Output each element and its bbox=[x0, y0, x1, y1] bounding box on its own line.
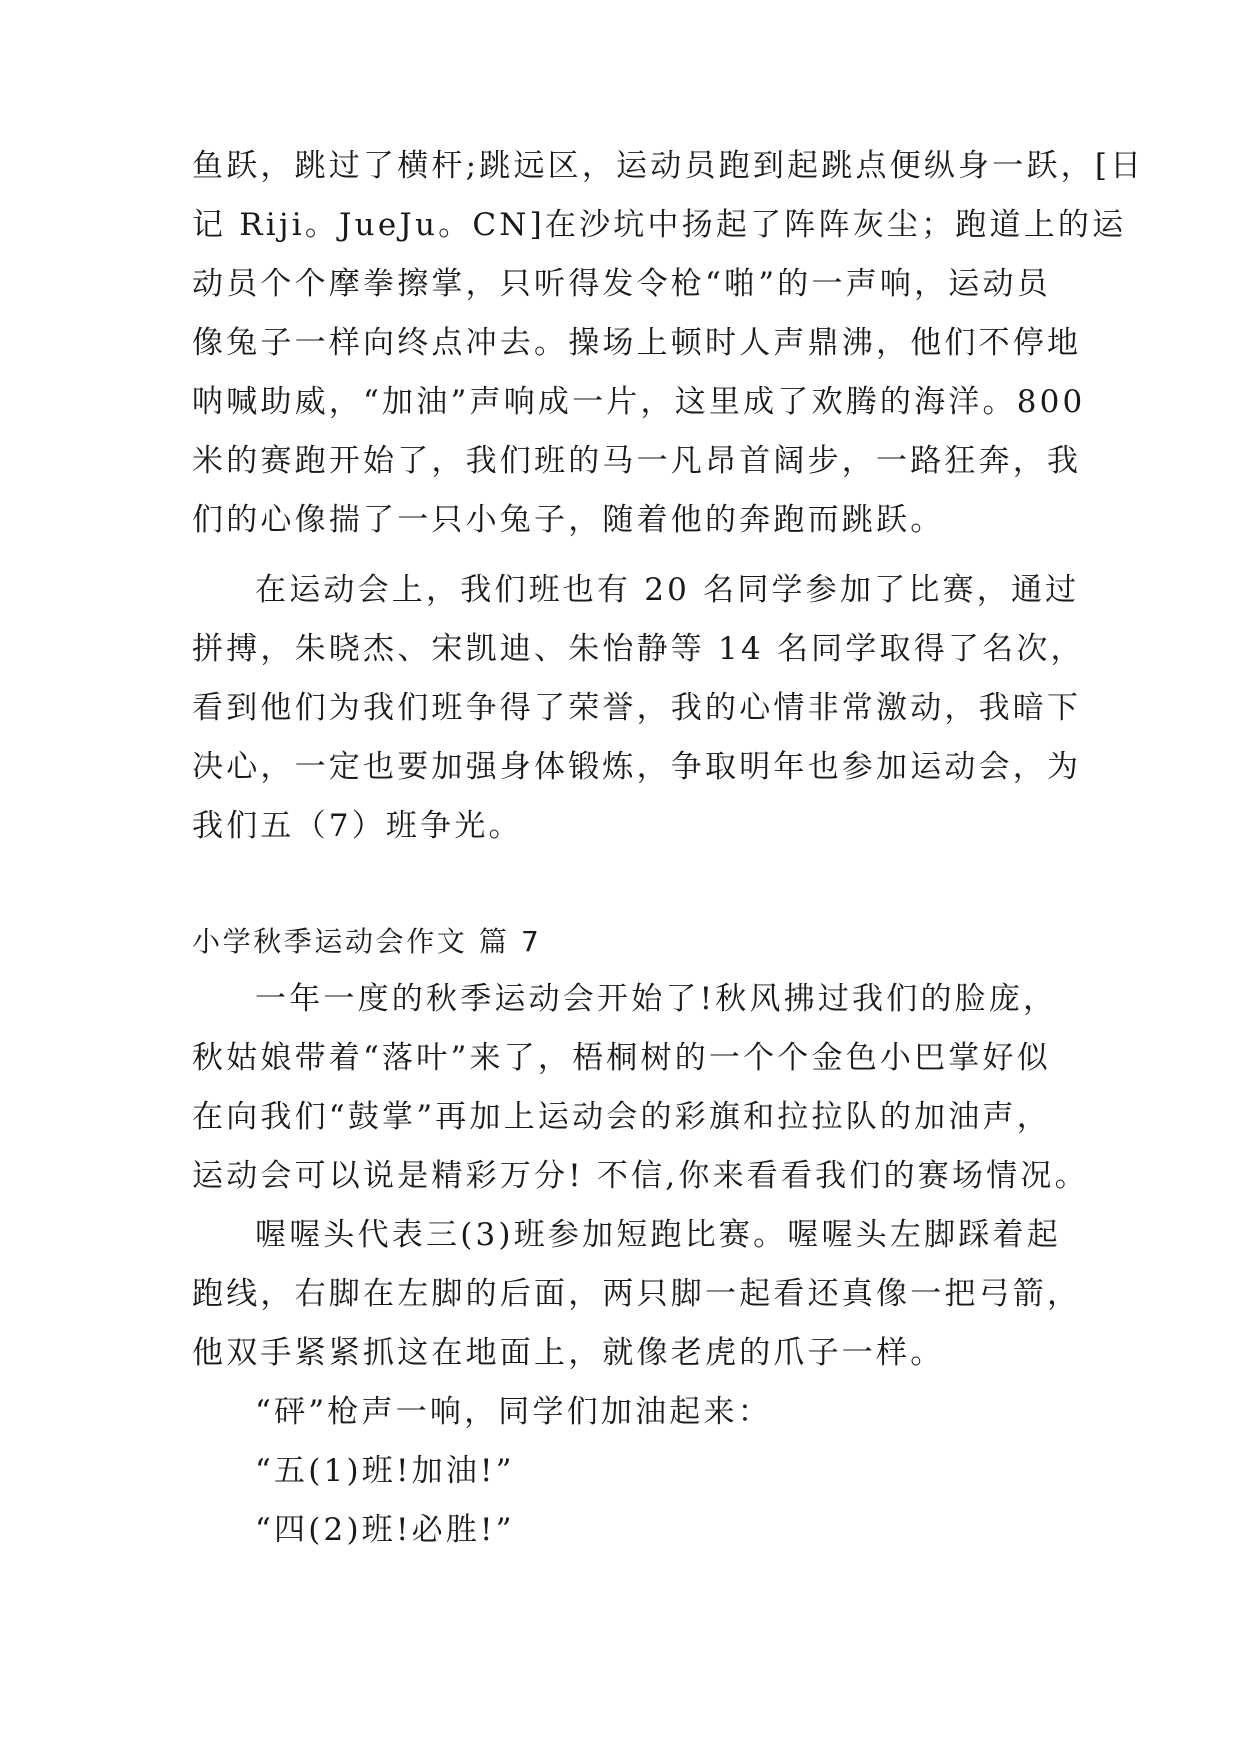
paragraph-line: 运动会可以说是精彩万分! 不信,你来看看我们的赛场情况。 bbox=[192, 1158, 1089, 1194]
paragraph-line: “五(1)班!加油!” bbox=[255, 1453, 515, 1489]
paragraph-line: 喔喔头代表三(3)班参加短跑比赛。喔喔头左脚踩着起 bbox=[255, 1217, 1061, 1253]
paragraph-sprint bbox=[192, 1206, 1082, 1383]
paragraph-line: 米的赛跑开始了，我们班的马一凡昂首阔步，一路狂奔，我 bbox=[192, 443, 1082, 479]
paragraph-line: 动员个个摩拳擦掌，只听得发令枪“啪”的一声响，运动员 bbox=[192, 266, 1051, 302]
paragraph-cheering bbox=[192, 1383, 1054, 1560]
paragraph-line: 秋姑娘带着“落叶”来了，梧桐树的一个个金色小巴掌好似 bbox=[192, 1040, 1051, 1076]
paragraph-line: 鱼跃，跳过了横杆;跳远区，运动员跑到起跳点便纵身一跃，[日 bbox=[192, 148, 1145, 184]
paragraph-opening bbox=[192, 970, 1089, 1206]
paragraph-line: 拼搏，朱晓杰、宋凯迪、朱怡静等 14 名同学取得了名次， bbox=[192, 631, 1085, 667]
paragraph-line: 看到他们为我们班争得了荣誉，我的心情非常激动，我暗下 bbox=[192, 690, 1082, 726]
paragraph-line: 在运动会上，我们班也有 20 名同学参加了比赛，通过 bbox=[255, 572, 1080, 608]
paragraph-line: 呐喊助威，“加油”声响成一片，这里成了欢腾的海洋。800 bbox=[192, 384, 1086, 420]
paragraph-line: 像兔子一样向终点冲去。操场上顿时人声鼎沸，他们不停地 bbox=[192, 325, 1082, 361]
paragraph-line: 我们五（7）班争光。 bbox=[192, 808, 523, 844]
paragraph-line: 在向我们“鼓掌”再加上运动会的彩旗和拉拉队的加油声， bbox=[192, 1099, 1051, 1135]
essay-heading: 小学秋季运动会作文 篇 7 bbox=[192, 925, 542, 958]
paragraph-line: 一年一度的秋季运动会开始了!秋风拂过我们的脸庞， bbox=[255, 981, 1058, 1017]
paragraph-line: 决心，一定也要加强身体锻炼，争取明年也参加运动会，为 bbox=[192, 749, 1082, 785]
paragraph-line: 记 Riji。JueJu。CN]在沙坑中扬起了阵阵灰尘；跑道上的运 bbox=[192, 207, 1127, 243]
paragraph-continuation bbox=[192, 137, 1145, 550]
paragraph-class-results bbox=[192, 561, 1085, 856]
paragraph-line: 们的心像揣了一只小兔子，随着他的奔跑而跳跃。 bbox=[192, 502, 945, 538]
paragraph-line: 他双手紧紧抓这在地面上，就像老虎的爪子一样。 bbox=[192, 1335, 945, 1371]
paragraph-line: 跑线，右脚在左脚的后面，两只脚一起看还真像一把弓箭， bbox=[192, 1276, 1082, 1312]
paragraph-line: “砰”枪声一响，同学们加油起来： bbox=[255, 1394, 772, 1430]
paragraph-line: “四(2)班!必胜!” bbox=[255, 1512, 515, 1548]
